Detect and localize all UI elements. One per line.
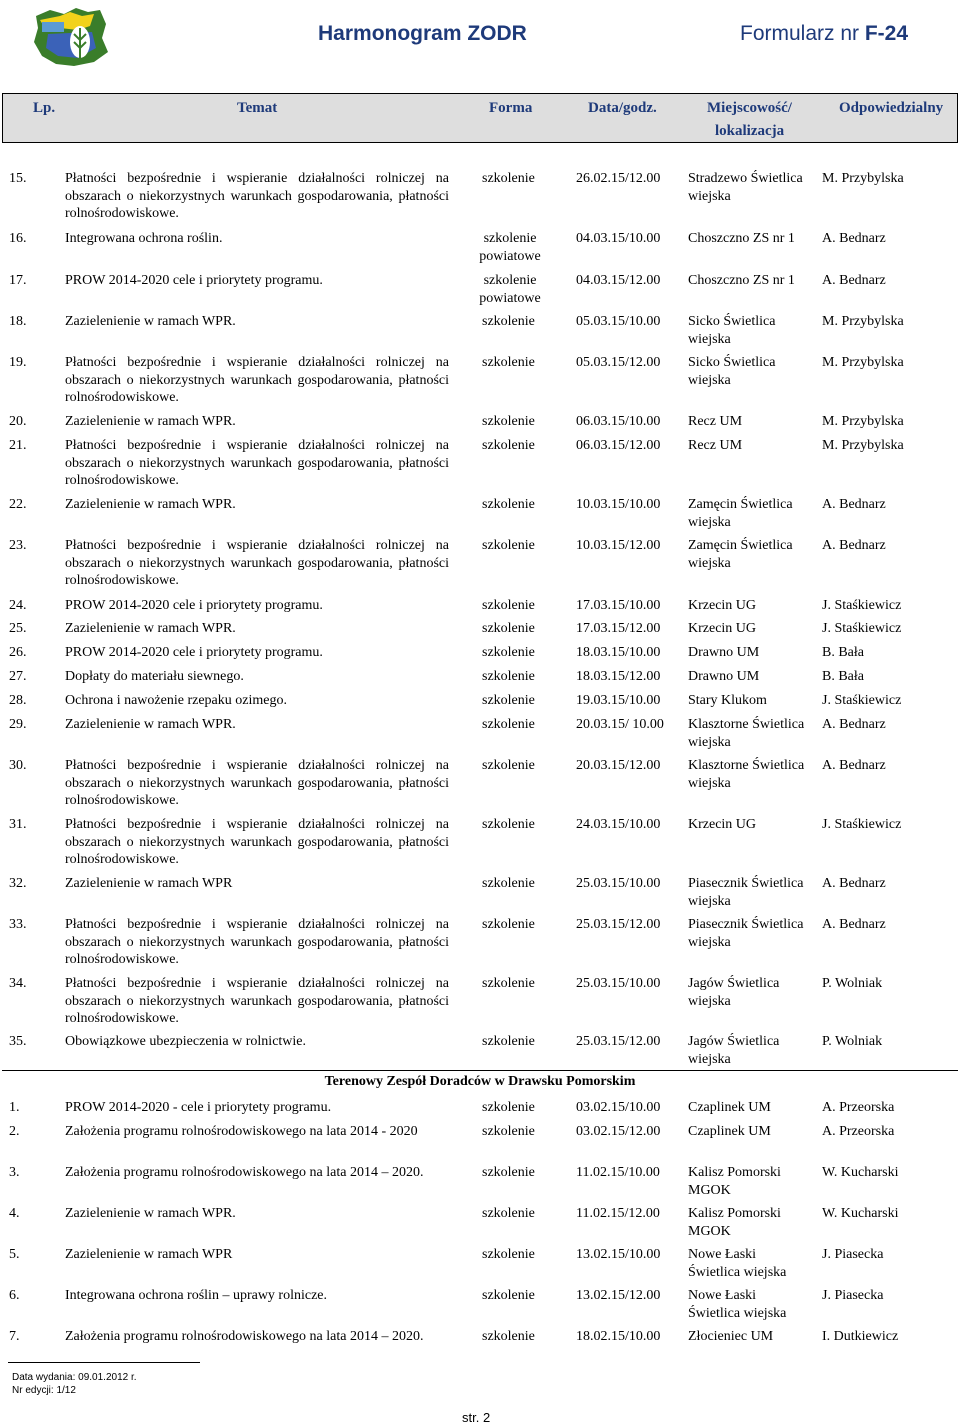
row-number: 16. (9, 231, 27, 246)
footer-divider (8, 1362, 200, 1363)
edition-number: Nr edycji: 1/12 (12, 1385, 76, 1396)
table-header (2, 93, 958, 143)
row-form: szkolenie powiatowe (479, 273, 541, 306)
row-responsible: P. Wolniak (822, 1034, 883, 1049)
row-form: szkolenie (482, 1206, 535, 1221)
row-topic: Płatności bezpośrednie i wspieranie działalności rolniczej na obszarach o niekorzystnych warunkach gospodarowania, płatności rolnośrodowiskowe. (65, 758, 449, 808)
row-date: 17.03.15/10.00 (576, 598, 661, 613)
row-date: 20.03.15/12.00 (576, 758, 661, 773)
row-form: szkolenie (482, 621, 535, 636)
row-location: Czaplinek UM (688, 1124, 771, 1139)
row-location: Krzecin UG (688, 621, 757, 636)
row-topic: Płatności bezpośrednie i wspieranie działalności rolniczej na obszarach o niekorzystnych warunkach gospodarowania, płatności rolnośrodowiskowe. (65, 355, 449, 405)
row-date: 11.02.15/10.00 (576, 1165, 660, 1180)
row-topic: Zazielenienie w ramach WPR. (65, 314, 236, 329)
row-location: Piasecznik Świetlica wiejska (688, 917, 804, 950)
row-form: szkolenie (482, 1124, 535, 1139)
row-date: 20.03.15/ 10.00 (576, 717, 664, 732)
row-topic: PROW 2014-2020 cele i priorytety programu. (65, 645, 323, 660)
row-topic: Zazielenienie w ramach WPR (65, 876, 233, 891)
row-responsible: J. Piasecka (822, 1288, 884, 1303)
row-number: 30. (9, 758, 27, 773)
row-location: Recz UM (688, 438, 743, 453)
row-location: Krzecin UG (688, 817, 757, 832)
row-responsible: J. Piasecka (822, 1247, 884, 1262)
col-temat: Temat (237, 100, 278, 116)
row-date: 04.03.15/10.00 (576, 231, 661, 246)
row-date: 05.03.15/12.00 (576, 355, 661, 370)
row-responsible: M. Przybylska (822, 171, 904, 186)
row-topic: Zazielenienie w ramach WPR. (65, 414, 236, 429)
row-form: szkolenie (482, 598, 535, 613)
row-form: szkolenie (482, 1247, 535, 1262)
row-responsible: M. Przybylska (822, 314, 904, 329)
col-lokalizacja: lokalizacja (715, 123, 785, 139)
row-location: Kalisz Pomorski MGOK (688, 1206, 781, 1239)
row-topic: Zazielenienie w ramach WPR. (65, 717, 236, 732)
row-form: szkolenie (482, 1288, 535, 1303)
row-number: 23. (9, 538, 27, 553)
row-date: 10.03.15/12.00 (576, 538, 661, 553)
row-form: szkolenie (482, 414, 535, 429)
col-odpowiedzialny: Odpowiedzialny (839, 100, 944, 116)
row-number: 28. (9, 693, 27, 708)
row-form: szkolenie (482, 976, 535, 991)
row-form: szkolenie (482, 171, 535, 186)
row-date: 05.03.15/10.00 (576, 314, 661, 329)
row-form: szkolenie (482, 645, 535, 660)
col-miejscowosc: Miejscowość/ (707, 100, 792, 116)
row-responsible: A. Bednarz (822, 497, 886, 512)
row-number: 29. (9, 717, 27, 732)
row-location: Sicko Świetlica wiejska (688, 355, 776, 388)
row-form: szkolenie (482, 314, 535, 329)
row-form: szkolenie (482, 758, 535, 773)
row-number: 19. (9, 355, 27, 370)
row-date: 06.03.15/12.00 (576, 438, 661, 453)
row-number: 2. (9, 1124, 20, 1139)
row-responsible: I. Dutkiewicz (822, 1329, 899, 1344)
row-location: Złocieniec UM (688, 1329, 774, 1344)
row-location: Piasecznik Świetlica wiejska (688, 876, 804, 909)
row-form: szkolenie (482, 717, 535, 732)
row-number: 32. (9, 876, 27, 891)
row-number: 24. (9, 598, 27, 613)
row-form: szkolenie (482, 669, 535, 684)
row-date: 06.03.15/10.00 (576, 414, 661, 429)
row-responsible: A. Przeorska (822, 1100, 895, 1115)
row-location: Zamęcin Świetlica wiejska (688, 538, 793, 571)
row-form: szkolenie (482, 1165, 535, 1180)
row-topic: Integrowana ochrona roślin – uprawy rolnicze. (65, 1288, 328, 1303)
row-date: 17.03.15/12.00 (576, 621, 661, 636)
row-date: 13.02.15/12.00 (576, 1288, 661, 1303)
row-topic: Płatności bezpośrednie i wspieranie działalności rolniczej na obszarach o niekorzystnych warunkach gospodarowania, płatności rolnośrodowiskowe. (65, 538, 449, 588)
row-topic: Dopłaty do materiału siewnego. (65, 669, 244, 684)
row-number: 21. (9, 438, 27, 453)
row-topic: Płatności bezpośrednie i wspieranie działalności rolniczej na obszarach o niekorzystnych warunkach gospodarowania, płatności rolnośrodowiskowe. (65, 817, 449, 867)
row-responsible: A. Bednarz (822, 876, 886, 891)
col-forma: Forma (489, 100, 533, 116)
row-form: szkolenie (482, 876, 535, 891)
row-topic: Obowiązkowe ubezpieczenia w rolnictwie. (65, 1034, 307, 1049)
row-date: 18.02.15/10.00 (576, 1329, 661, 1344)
page-number: str. 2 (462, 1410, 491, 1425)
row-location: Zamęcin Świetlica wiejska (688, 497, 793, 530)
row-topic: Ochrona i nawożenie rzepaku ozimego. (65, 693, 287, 708)
row-form: szkolenie (482, 917, 535, 932)
row-location: Choszczno ZS nr 1 (688, 273, 795, 288)
row-number: 15. (9, 171, 27, 186)
row-date: 03.02.15/10.00 (576, 1100, 661, 1115)
row-form: szkolenie (482, 1034, 535, 1049)
row-responsible: J. Staśkiewicz (822, 817, 902, 832)
odr-logo-icon (30, 4, 112, 70)
row-form: szkolenie (482, 1100, 535, 1115)
row-number: 34. (9, 976, 27, 991)
row-location: Klasztorne Świetlica wiejska (688, 758, 805, 791)
row-number: 27. (9, 669, 27, 684)
row-number: 26. (9, 645, 27, 660)
row-location: Jagów Świetlica wiejska (688, 1034, 780, 1067)
row-form: szkolenie (482, 438, 535, 453)
row-location: Kalisz Pomorski MGOK (688, 1165, 781, 1198)
row-responsible: B. Bała (822, 645, 864, 660)
row-number: 5. (9, 1247, 20, 1262)
row-location: Choszczno ZS nr 1 (688, 231, 795, 246)
row-location: Drawno UM (688, 645, 760, 660)
row-number: 4. (9, 1206, 20, 1221)
row-form: szkolenie (482, 538, 535, 553)
row-location: Krzecin UG (688, 598, 757, 613)
row-location: Klasztorne Świetlica wiejska (688, 717, 805, 750)
row-topic: Płatności bezpośrednie i wspieranie działalności rolniczej na obszarach o niekorzystnych warunkach gospodarowania, płatności rolnośrodowiskowe. (65, 917, 449, 967)
row-date: 18.03.15/10.00 (576, 645, 661, 660)
row-topic: PROW 2014-2020 cele i priorytety programu. (65, 598, 323, 613)
row-date: 13.02.15/10.00 (576, 1247, 661, 1262)
section-title: Terenowy Zespół Doradców w Drawsku Pomorskim (324, 1074, 636, 1089)
row-date: 25.03.15/12.00 (576, 917, 661, 932)
row-date: 25.03.15/10.00 (576, 976, 661, 991)
row-location: Recz UM (688, 414, 743, 429)
row-location: Sicko Świetlica wiejska (688, 314, 776, 347)
row-location: Stary Klukom (688, 693, 767, 708)
row-number: 25. (9, 621, 27, 636)
row-location: Nowe Łaski Świetlica wiejska (688, 1288, 787, 1321)
row-topic: Integrowana ochrona roślin. (65, 231, 223, 246)
row-date: 10.03.15/10.00 (576, 497, 661, 512)
row-number: 35. (9, 1034, 27, 1049)
row-form: szkolenie (482, 355, 535, 370)
row-topic: Płatności bezpośrednie i wspieranie działalności rolniczej na obszarach o niekorzystnych warunkach gospodarowania, płatności rolnośrodowiskowe. (65, 438, 449, 488)
col-data: Data/godz. (588, 100, 657, 116)
row-topic: Założenia programu rolnośrodowiskowego na lata 2014 - 2020 (65, 1124, 418, 1139)
row-responsible: M. Przybylska (822, 438, 904, 453)
row-responsible: A. Bednarz (822, 717, 886, 732)
row-location: Nowe Łaski Świetlica wiejska (688, 1247, 787, 1280)
row-responsible: A. Przeorska (822, 1124, 895, 1139)
row-responsible: W. Kucharski (822, 1165, 899, 1180)
page-title: Harmonogram ZODR (318, 22, 527, 45)
row-responsible: J. Staśkiewicz (822, 598, 902, 613)
row-date: 25.03.15/12.00 (576, 1034, 661, 1049)
row-number: 7. (9, 1329, 20, 1344)
row-form: szkolenie powiatowe (479, 231, 541, 264)
row-date: 24.03.15/10.00 (576, 817, 661, 832)
row-responsible: A. Bednarz (822, 273, 886, 288)
row-number: 31. (9, 817, 27, 832)
row-number: 18. (9, 314, 27, 329)
row-number: 33. (9, 917, 27, 932)
row-form: szkolenie (482, 1329, 535, 1344)
row-location: Czaplinek UM (688, 1100, 771, 1115)
row-number: 22. (9, 497, 27, 512)
row-date: 26.02.15/12.00 (576, 171, 661, 186)
row-date: 03.02.15/12.00 (576, 1124, 661, 1139)
row-number: 6. (9, 1288, 20, 1303)
row-responsible: A. Bednarz (822, 917, 886, 932)
row-date: 04.03.15/12.00 (576, 273, 661, 288)
row-topic: Założenia programu rolnośrodowiskowego na lata 2014 – 2020. (65, 1165, 424, 1180)
form-number: Formularz nr F-24 (740, 22, 909, 45)
row-responsible: A. Bednarz (822, 231, 886, 246)
row-responsible: A. Bednarz (822, 538, 886, 553)
row-topic: Płatności bezpośrednie i wspieranie działalności rolniczej na obszarach o niekorzystnych warunkach gospodarowania, płatności rolnośrodowiskowe. (65, 171, 449, 221)
row-topic: Zazielenienie w ramach WPR (65, 1247, 233, 1262)
row-location: Jagów Świetlica wiejska (688, 976, 780, 1009)
issue-date: Data wydania: 09.01.2012 r. (12, 1372, 137, 1383)
row-number: 1. (9, 1100, 20, 1115)
row-responsible: J. Staśkiewicz (822, 693, 902, 708)
row-form: szkolenie (482, 497, 535, 512)
row-date: 19.03.15/10.00 (576, 693, 661, 708)
row-form: szkolenie (482, 693, 535, 708)
row-responsible: M. Przybylska (822, 414, 904, 429)
row-topic: Zazielenienie w ramach WPR. (65, 1206, 236, 1221)
row-responsible: B. Bała (822, 669, 864, 684)
row-topic: PROW 2014-2020 cele i priorytety programu. (65, 273, 323, 288)
row-responsible: A. Bednarz (822, 758, 886, 773)
row-date: 25.03.15/10.00 (576, 876, 661, 891)
row-responsible: J. Staśkiewicz (822, 621, 902, 636)
row-location: Drawno UM (688, 669, 760, 684)
row-date: 11.02.15/12.00 (576, 1206, 660, 1221)
row-topic: Założenia programu rolnośrodowiskowego na lata 2014 – 2020. (65, 1329, 424, 1344)
col-lp: Lp. (33, 100, 56, 116)
row-responsible: P. Wolniak (822, 976, 883, 991)
row-number: 20. (9, 414, 27, 429)
row-topic: Płatności bezpośrednie i wspieranie działalności rolniczej na obszarach o niekorzystnych warunkach gospodarowania, płatności rolnośrodowiskowe. (65, 976, 449, 1026)
row-number: 3. (9, 1165, 20, 1180)
row-location: Stradzewo Świetlica wiejska (688, 171, 803, 204)
page-header (0, 0, 960, 72)
row-topic: Zazielenienie w ramach WPR. (65, 497, 236, 512)
row-responsible: W. Kucharski (822, 1206, 899, 1221)
section-divider (2, 1070, 958, 1071)
row-topic: PROW 2014-2020 - cele i priorytety programu. (65, 1100, 332, 1115)
row-topic: Zazielenienie w ramach WPR. (65, 621, 236, 636)
row-number: 17. (9, 273, 27, 288)
row-responsible: M. Przybylska (822, 355, 904, 370)
row-form: szkolenie (482, 817, 535, 832)
row-date: 18.03.15/12.00 (576, 669, 661, 684)
